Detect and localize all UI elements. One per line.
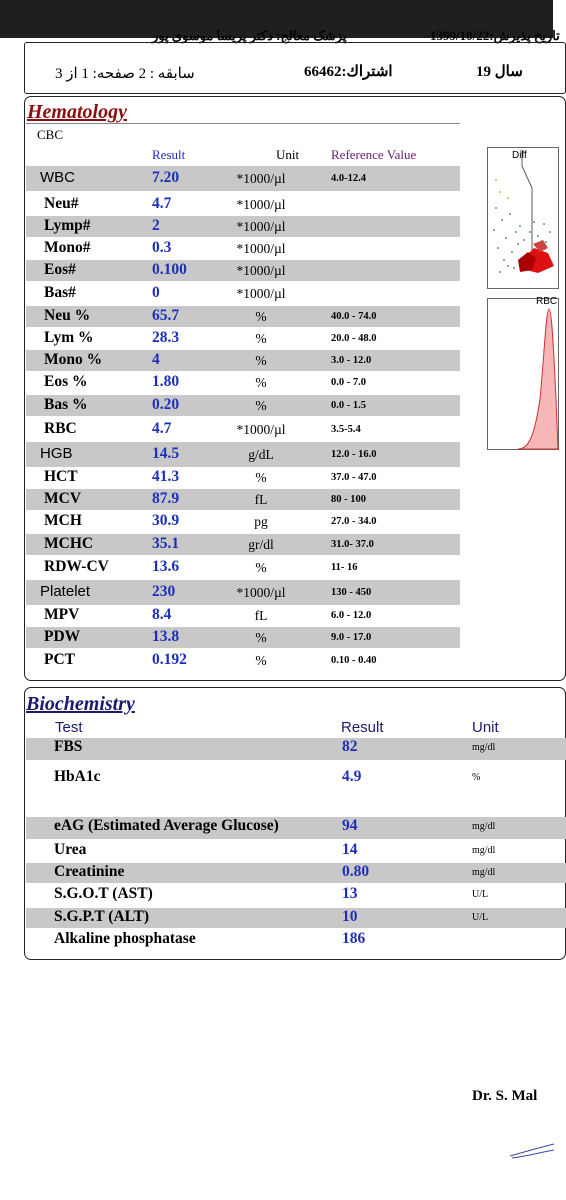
test-name: Neu %	[44, 307, 91, 324]
result-column-header: Result	[152, 147, 186, 162]
reference-range: 80 - 100	[331, 494, 366, 505]
biochemistry-row	[26, 908, 566, 928]
bio-unit-column-header: Unit	[472, 719, 499, 736]
biochemistry-row	[26, 768, 566, 792]
hematology-row	[26, 580, 460, 605]
test-result: 7.20	[152, 169, 180, 186]
test-unit: g/dL	[248, 447, 274, 462]
test-result: 13.6	[152, 558, 180, 575]
test-result: 0.192	[152, 651, 187, 668]
bio-test-name: Urea	[54, 841, 87, 858]
reference-range: 11- 16	[331, 562, 358, 573]
hematology-row	[26, 467, 460, 488]
test-unit: *1000/µl	[236, 219, 286, 234]
rbc-histogram-plot	[488, 299, 558, 449]
test-result: 30.9	[152, 512, 180, 529]
test-name: Platelet	[40, 583, 91, 600]
test-unit: %	[255, 331, 267, 346]
test-column-header: Test	[55, 719, 83, 736]
bio-test-name: S.G.O.T (AST)	[54, 885, 153, 902]
test-unit: *1000/µl	[236, 197, 286, 212]
test-result: 230	[152, 583, 176, 600]
test-unit: fL	[254, 608, 268, 623]
test-result: 2	[152, 217, 160, 234]
test-name: MPV	[44, 606, 80, 623]
bio-test-result: 10	[342, 908, 358, 925]
reference-range: 6.0 - 12.0	[331, 610, 372, 621]
test-result: 0	[152, 284, 160, 301]
test-result: 13.8	[152, 628, 180, 645]
rbc-histogram	[487, 298, 559, 450]
test-name: PDW	[44, 628, 81, 645]
bio-result-column-header: Result	[341, 719, 384, 736]
test-result: 35.1	[152, 535, 180, 552]
hematology-row	[26, 328, 460, 349]
biochemistry-title: Biochemistry	[26, 693, 135, 715]
test-unit: %	[255, 375, 267, 390]
hematology-row	[26, 605, 460, 626]
test-result: 0.3	[152, 239, 172, 256]
hematology-row	[26, 395, 460, 416]
test-name: Neu#	[44, 195, 79, 212]
biochemistry-row	[26, 930, 566, 950]
patient-age: 19 سال	[476, 64, 523, 80]
hematology-row	[26, 419, 460, 440]
bio-test-name: S.G.P.T (ALT)	[54, 908, 150, 925]
diff-graph-label: Diff	[512, 150, 527, 161]
hematology-row	[26, 306, 460, 327]
test-name: Eos %	[44, 373, 88, 390]
bio-test-result: 13	[342, 885, 358, 902]
bio-test-name: Creatinine	[54, 863, 125, 880]
test-result: 1.80	[152, 373, 180, 390]
test-unit: *1000/µl	[236, 241, 286, 256]
test-unit: %	[255, 398, 267, 413]
reference-range: 0.0 - 1.5	[331, 400, 366, 411]
bio-test-unit: mg/dl	[472, 742, 496, 753]
bio-test-result: 94	[342, 817, 358, 834]
cbc-subtitle: CBC	[37, 127, 64, 142]
test-result: 8.4	[152, 606, 172, 623]
hematology-row	[26, 534, 460, 555]
bio-test-unit: mg/dl	[472, 867, 496, 878]
hematology-row	[26, 442, 460, 467]
reference-range: 130 - 450	[331, 587, 372, 598]
admission-date: 1399/10/22:تاریخ پذیرش	[430, 28, 560, 43]
reference-range: 3.5-5.4	[331, 424, 361, 435]
bio-test-name: eAG (Estimated Average Glucose)	[54, 817, 279, 834]
test-name: RBC	[44, 420, 77, 437]
test-unit: *1000/µl	[236, 171, 286, 186]
hematology-row	[26, 238, 460, 259]
unit-column-header: Unit	[276, 147, 300, 162]
test-result: 4	[152, 351, 160, 368]
referring-doctor: پزشک معالج: دکتر پریسا موسوی پور	[152, 28, 347, 43]
test-name: MCV	[44, 490, 82, 507]
hematology-title: Hematology	[27, 101, 127, 123]
bio-test-result: 82	[342, 738, 358, 755]
reference-range: 9.0 - 17.0	[331, 632, 372, 643]
bio-test-name: FBS	[54, 738, 83, 755]
hematology-row	[26, 650, 460, 671]
history-page: سابقه : 2 صفحه: 1 از 3	[55, 66, 195, 82]
reference-range: 27.0 - 34.0	[331, 516, 377, 527]
reference-range: 20.0 - 48.0	[331, 333, 377, 344]
doctor-signature-name: Dr. S. Mal	[472, 1088, 538, 1104]
hematology-row	[26, 489, 460, 510]
test-unit: %	[255, 630, 267, 645]
reference-range: 31.0- 37.0	[331, 539, 374, 550]
test-result: 4.7	[152, 420, 172, 437]
test-result: 65.7	[152, 307, 180, 324]
reference-range: 37.0 - 47.0	[331, 472, 377, 483]
bio-test-unit: mg/dl	[472, 845, 496, 856]
test-unit: pg	[254, 514, 268, 529]
reference-column-header: Reference Value	[331, 147, 417, 162]
hematology-row	[26, 166, 460, 191]
test-name: Bas#	[44, 284, 76, 301]
test-result: 87.9	[152, 490, 180, 507]
bio-test-result: 0.80	[342, 863, 370, 880]
bio-test-result: 14	[342, 841, 358, 858]
test-name: Lymp#	[44, 217, 91, 234]
test-name: Eos#	[44, 261, 76, 278]
test-name: PCT	[44, 651, 75, 668]
hematology-row	[26, 372, 460, 393]
test-name: Mono %	[44, 351, 103, 368]
test-result: 4.7	[152, 195, 172, 212]
hematology-row	[26, 557, 460, 578]
test-unit: *1000/µl	[236, 286, 286, 301]
test-result: 0.100	[152, 261, 187, 278]
hematology-row	[26, 627, 460, 648]
hematology-row	[26, 350, 460, 371]
test-result: 41.3	[152, 468, 180, 485]
hematology-row	[26, 216, 460, 237]
bio-test-unit: U/L	[472, 912, 489, 923]
biochemistry-row	[26, 885, 566, 905]
test-name: HCT	[44, 468, 78, 485]
test-name: WBC	[40, 169, 75, 186]
reference-range: 12.0 - 16.0	[331, 449, 377, 460]
hematology-row	[26, 511, 460, 532]
reference-range: 0.0 - 7.0	[331, 377, 366, 388]
test-unit: %	[255, 470, 267, 485]
bio-test-result: 4.9	[342, 768, 362, 785]
test-name: Mono#	[44, 239, 91, 256]
biochemistry-row	[26, 841, 566, 861]
rbc-graph-label: RBC	[536, 296, 558, 307]
bio-test-unit: mg/dl	[472, 821, 496, 832]
test-name: RDW-CV	[44, 558, 109, 575]
signature-scribble	[508, 1140, 556, 1162]
biochemistry-row	[26, 863, 566, 883]
bio-test-unit: U/L	[472, 889, 489, 900]
test-result: 0.20	[152, 396, 180, 413]
test-unit: %	[255, 653, 267, 668]
test-result: 28.3	[152, 329, 180, 346]
test-result: 14.5	[152, 445, 180, 462]
hematology-row	[26, 194, 460, 215]
diff-scatter-graph	[487, 147, 559, 289]
biochemistry-row	[26, 738, 566, 760]
bio-test-result: 186	[342, 930, 366, 947]
hematology-row	[26, 260, 460, 281]
test-unit: %	[255, 560, 267, 575]
reference-range: 3.0 - 12.0	[331, 355, 372, 366]
test-unit: gr/dl	[248, 537, 274, 552]
test-name: MCHC	[44, 535, 94, 552]
test-unit: fL	[254, 492, 268, 507]
bio-test-unit: %	[472, 772, 481, 783]
test-name: Bas %	[44, 396, 88, 413]
bio-test-name: Alkaline phosphatase	[54, 930, 196, 947]
test-unit: *1000/µl	[236, 263, 286, 278]
test-unit: *1000/µl	[236, 585, 286, 600]
test-unit: %	[255, 309, 267, 324]
test-name: HGB	[40, 445, 73, 462]
bio-test-name: HbA1c	[54, 768, 101, 785]
hematology-row	[26, 283, 460, 304]
test-name: Lym %	[44, 329, 94, 346]
test-unit: *1000/µl	[236, 422, 286, 437]
subscription-number: اشتراك:66462	[304, 64, 393, 80]
divider	[26, 123, 460, 124]
reference-range: 0.10 - 0.40	[331, 655, 377, 666]
test-unit: %	[255, 353, 267, 368]
diff-scatter-plot	[488, 148, 558, 288]
test-name: MCH	[44, 512, 82, 529]
reference-range: 4.0-12.4	[331, 173, 366, 184]
biochemistry-row	[26, 817, 566, 839]
reference-range: 40.0 - 74.0	[331, 311, 377, 322]
